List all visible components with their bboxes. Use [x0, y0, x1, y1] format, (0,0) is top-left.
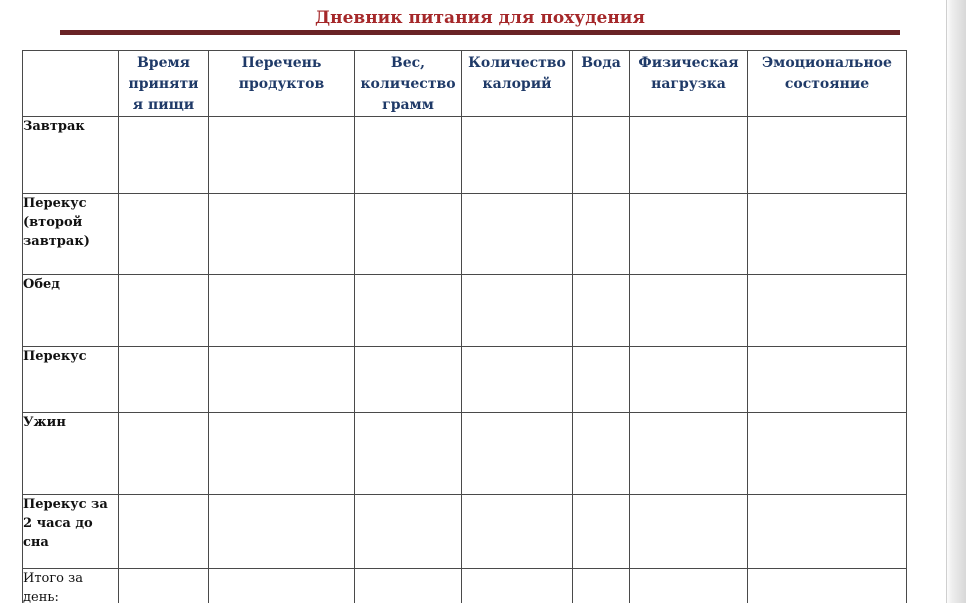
- table-cell[interactable]: [209, 413, 355, 495]
- header-physical-activity: Физическая нагрузка: [630, 51, 748, 117]
- table-cell[interactable]: [355, 413, 462, 495]
- table-cell[interactable]: [119, 275, 209, 347]
- header-emotional-state: Эмоциональное состояние: [748, 51, 907, 117]
- table-row: [23, 413, 907, 495]
- table-cell[interactable]: [119, 347, 209, 413]
- table-cell[interactable]: [209, 347, 355, 413]
- row-label-second-breakfast: Перекус (второй завтрак): [23, 194, 119, 275]
- row-label-dinner: Ужин: [23, 413, 119, 495]
- title-underline: [60, 30, 900, 35]
- table-row: [23, 569, 907, 603]
- table-cell[interactable]: [355, 275, 462, 347]
- row-label-breakfast: Завтрак: [23, 117, 119, 194]
- table-row: [23, 194, 907, 275]
- header-water: Вода: [573, 51, 630, 117]
- header-calories: Количество калорий: [462, 51, 573, 117]
- table-cell[interactable]: [748, 413, 907, 495]
- table-cell[interactable]: [630, 569, 748, 603]
- table-cell[interactable]: [119, 495, 209, 569]
- table-cell[interactable]: [462, 569, 573, 603]
- table-cell[interactable]: [748, 275, 907, 347]
- table-cell[interactable]: [119, 413, 209, 495]
- table-cell[interactable]: [462, 413, 573, 495]
- food-diary-table: [22, 50, 907, 603]
- table-cell[interactable]: [355, 569, 462, 603]
- table-cell[interactable]: [748, 495, 907, 569]
- table-cell[interactable]: [748, 117, 907, 194]
- row-label-snack: Перекус: [23, 347, 119, 413]
- row-label-late-snack: Перекус за 2 часа до сна: [23, 495, 119, 569]
- table-row: [23, 117, 907, 194]
- table-cell[interactable]: [630, 275, 748, 347]
- table-row: [23, 275, 907, 347]
- header-meal-time: Время приняти я пищи: [119, 51, 209, 117]
- table-cell[interactable]: [630, 347, 748, 413]
- table-cell[interactable]: [573, 347, 630, 413]
- table-cell[interactable]: [573, 117, 630, 194]
- row-label-daily-total: Итого за день:: [23, 569, 119, 603]
- table-cell[interactable]: [209, 569, 355, 603]
- table-cell[interactable]: [573, 275, 630, 347]
- header-weight-grams: Вес, количество грамм: [355, 51, 462, 117]
- table-cell[interactable]: [462, 194, 573, 275]
- table-cell[interactable]: [209, 495, 355, 569]
- table-row: [23, 495, 907, 569]
- table-cell[interactable]: [630, 194, 748, 275]
- table-cell[interactable]: [355, 347, 462, 413]
- header-row: [23, 51, 907, 117]
- table-cell[interactable]: [630, 117, 748, 194]
- table-cell[interactable]: [462, 275, 573, 347]
- table-cell[interactable]: [573, 495, 630, 569]
- table-cell[interactable]: [748, 569, 907, 603]
- table-cell[interactable]: [119, 569, 209, 603]
- document-title: Дневник питания для похудения: [315, 8, 645, 28]
- table-cell[interactable]: [119, 194, 209, 275]
- table-cell[interactable]: [209, 117, 355, 194]
- row-label-lunch: Обед: [23, 275, 119, 347]
- table-cell[interactable]: [355, 495, 462, 569]
- table-cell[interactable]: [573, 413, 630, 495]
- table-cell[interactable]: [748, 347, 907, 413]
- table-cell[interactable]: [355, 194, 462, 275]
- table-row: [23, 347, 907, 413]
- table-cell[interactable]: [630, 495, 748, 569]
- table-cell[interactable]: [748, 194, 907, 275]
- table-cell[interactable]: [119, 117, 209, 194]
- table-cell[interactable]: [573, 194, 630, 275]
- table-cell[interactable]: [462, 495, 573, 569]
- table-cell[interactable]: [462, 347, 573, 413]
- table-cell[interactable]: [209, 275, 355, 347]
- table-cell[interactable]: [209, 194, 355, 275]
- table-cell[interactable]: [573, 569, 630, 603]
- header-corner-cell: [23, 51, 119, 117]
- table-cell[interactable]: [630, 413, 748, 495]
- table-cell[interactable]: [462, 117, 573, 194]
- header-product-list: Перечень продуктов: [209, 51, 355, 117]
- page-edge: [946, 0, 947, 603]
- page-edge-shadow: [946, 0, 966, 603]
- table-cell[interactable]: [355, 117, 462, 194]
